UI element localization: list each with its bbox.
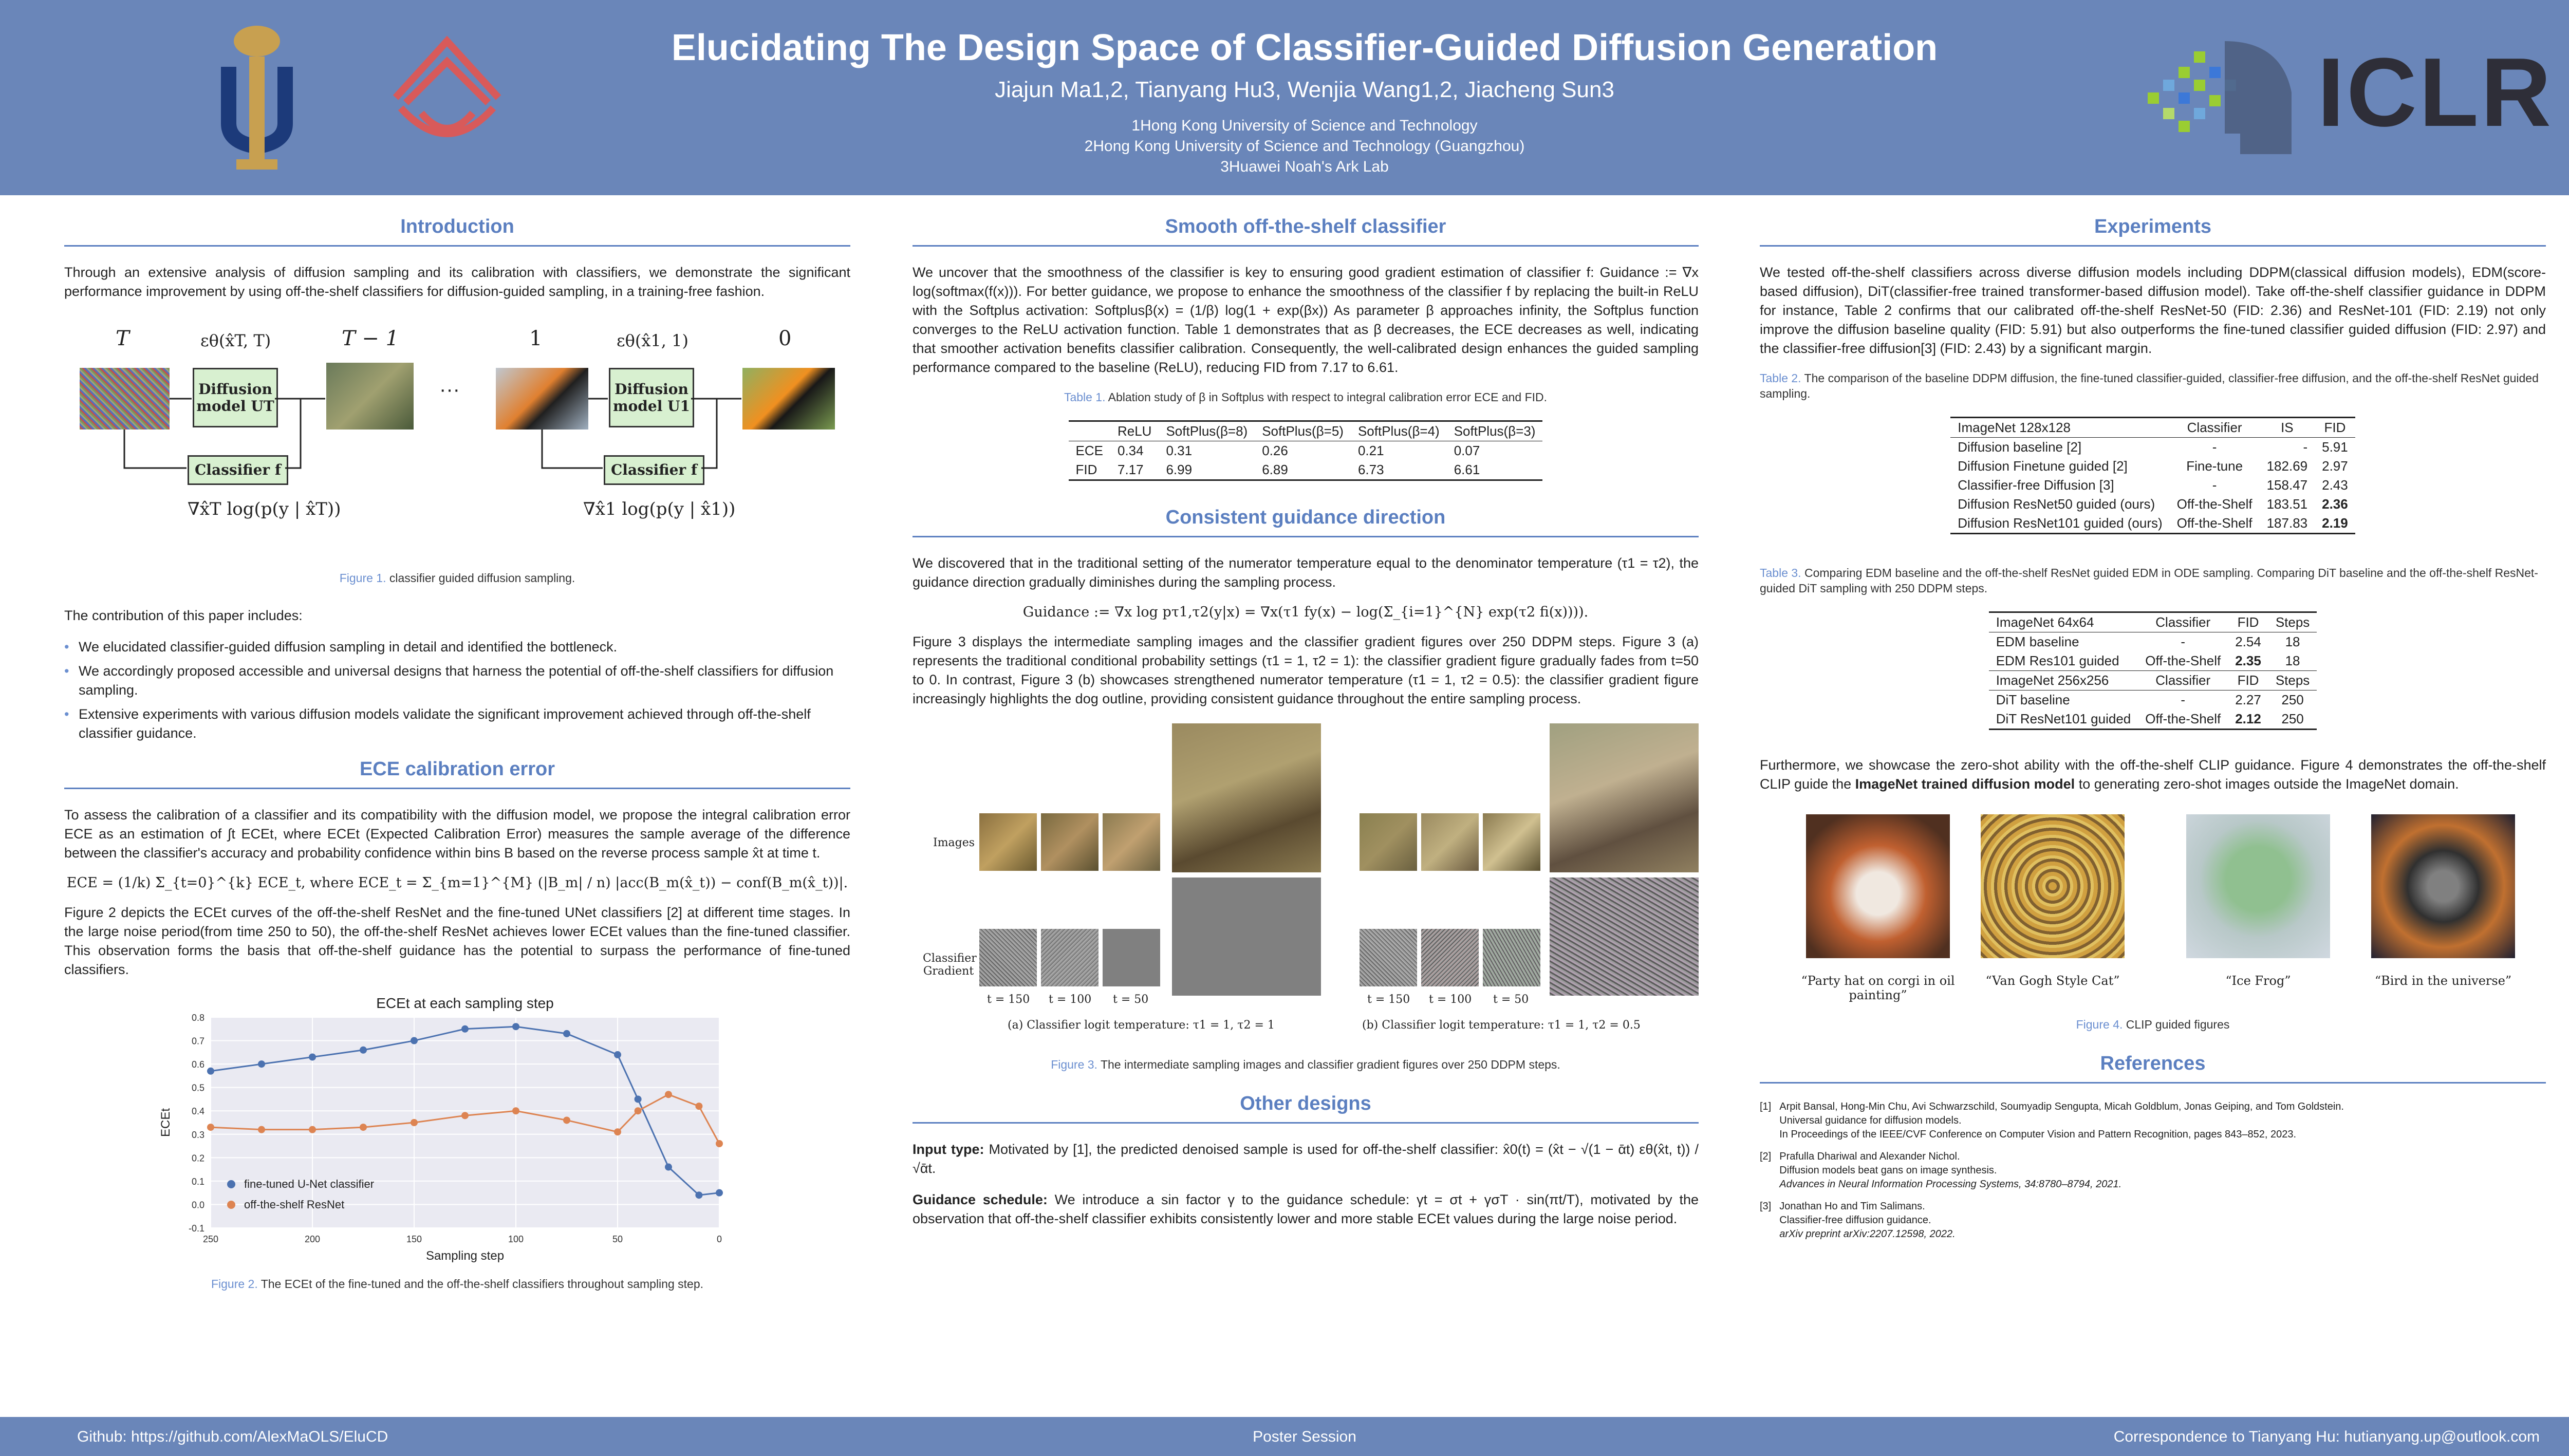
data-point xyxy=(563,1030,570,1037)
data-point xyxy=(614,1128,621,1135)
y-tick-label: 0.8 xyxy=(191,1013,204,1023)
table-cell: Off-the-Shelf xyxy=(2145,711,2221,726)
reference-item xyxy=(1760,1150,2546,1191)
table-cell: DiT baseline xyxy=(1996,692,2070,707)
input-type-label: Input type: xyxy=(913,1142,984,1157)
y-tick-label: 0.6 xyxy=(191,1059,204,1070)
data-point xyxy=(207,1124,214,1131)
data-point xyxy=(258,1126,265,1133)
x-tick-label: 0 xyxy=(716,1234,722,1244)
fig1-label-T: T xyxy=(116,327,129,350)
table-cell: 2.36 xyxy=(2322,496,2348,512)
github-link[interactable]: Github: https://github.com/AlexMaOLS/EluCD xyxy=(77,1428,388,1445)
figure-1-caption xyxy=(64,570,850,586)
schedule-paragraph xyxy=(913,1190,1699,1228)
schedule-label: Guidance schedule: xyxy=(913,1192,1048,1207)
column-middle xyxy=(913,216,1699,1241)
clip-image-corgi xyxy=(1806,814,1950,958)
data-point xyxy=(360,1124,367,1131)
table-header: ImageNet 64x64 xyxy=(1996,614,2094,630)
ref-authors: Arpit Bansal, Hong-Min Chu, Avi Schwarzschild, Soumyadip Sengupta, Micah Goldblum, Jonas Geiping, and Tom Goldstein. xyxy=(1779,1101,2344,1112)
smooth-text: We uncover that the smoothness of the classifier is key to ensuring good gradient estimation of classifier f: Guidance := ∇x log(softmax(f(x))). For better guidance, we propose to enhance the smoothness of the classifier f by replacing the built-in ReLU with the Softplus activation: Softplusβ(x) = (1/β) log(1 + exp(βx)) As parameter β approaches infinity, the Softplus function converges to the ReLU activation function. Table 1 demonstrates that as β decreases, the ECE decreases as well, indicating that smoother activation benefits classifier calibration. Consequently, the well-calibrated design enhances the guided sampling performance compared to the baseline (ReLU), reducing FID from 7.17 to 6.61. xyxy=(913,265,1699,375)
schedule-text: We introduce a sin factor γ to the guidance schedule: γt = σt + γσT · sin(πt/T), motivated by the observation that off-the-shelf classifier exhibits consistently lower and more stable ECEt values during the large noise period. xyxy=(913,1192,1699,1226)
fig1-caption-text: classifier guided diffusion sampling. xyxy=(389,571,575,585)
table-header-row xyxy=(1069,421,1543,441)
table-header xyxy=(1069,421,1110,441)
contrib-list xyxy=(64,638,850,743)
fig3b-t150: t = 150 xyxy=(1367,993,1410,1006)
data-point xyxy=(512,1107,519,1114)
data-point xyxy=(461,1025,469,1033)
table-cell: 6.99 xyxy=(1166,462,1193,477)
data-point xyxy=(563,1116,570,1124)
fig3a-t100: t = 100 xyxy=(1049,993,1092,1006)
fig3a-t50: t = 50 xyxy=(1113,993,1149,1006)
table-row xyxy=(1989,710,2317,730)
table-header-row xyxy=(1989,671,2317,690)
fig1-label-0: 0 xyxy=(778,327,792,350)
exp-text-2b: ImageNet trained diffusion model xyxy=(1855,776,2075,792)
correspondence-email[interactable]: Correspondence to Tianyang Hu: hutianyang.up@outlook.com xyxy=(2113,1428,2540,1445)
table-header: SoftPlus(β=8) xyxy=(1166,423,1248,439)
column-right xyxy=(1760,216,2546,1249)
data-point xyxy=(614,1051,621,1058)
table-cell: 2.12 xyxy=(2235,711,2261,726)
table-cell: 5.91 xyxy=(2322,439,2348,455)
table2-label: Table 2. xyxy=(1760,371,1801,385)
data-point xyxy=(207,1068,214,1075)
figure-2-caption xyxy=(64,1276,850,1292)
table-row xyxy=(1069,460,1543,480)
table-cell: 2.27 xyxy=(2235,692,2261,707)
table-cell: EDM Res101 guided xyxy=(1996,653,2119,668)
plot-background xyxy=(211,1017,719,1228)
table-row xyxy=(1989,651,2317,671)
clip-image-frog xyxy=(2186,814,2330,958)
data-point xyxy=(309,1126,316,1133)
table-cell: Diffusion baseline [2] xyxy=(1958,439,2082,455)
legend-label: fine-tuned U-Net classifier xyxy=(244,1178,375,1190)
fig2-caption-text: The ECEt of the fine-tuned and the off-the-shelf classifiers throughout sampling step. xyxy=(260,1277,704,1291)
table-cell: - xyxy=(2181,692,2186,707)
y-axis-label: ECEt xyxy=(159,1108,173,1137)
table-1-caption xyxy=(913,389,1699,405)
table-1 xyxy=(1069,420,1543,481)
table-header: SoftPlus(β=3) xyxy=(1454,423,1536,439)
fig1-box-left-label: Diffusion model UT xyxy=(196,381,274,415)
table-cell: 18 xyxy=(2285,653,2300,668)
table-cell: 2.35 xyxy=(2235,653,2261,668)
fig3a-img-final xyxy=(1172,723,1321,872)
ref-authors: Prafulla Dhariwal and Alexander Nichol. xyxy=(1779,1151,1960,1162)
table-cell: - xyxy=(2212,477,2217,493)
fig1-label-T-1: T − 1 xyxy=(342,327,399,350)
fig3-caption-text: The intermediate sampling images and classifier gradient figures over 250 DDPM steps. xyxy=(1100,1058,1560,1071)
input-type-paragraph xyxy=(913,1140,1699,1178)
fig4-label: Figure 4. xyxy=(2076,1018,2123,1031)
fig3a-grad-150 xyxy=(979,929,1037,986)
data-point xyxy=(411,1037,418,1044)
legend-label: off-the-shelf ResNet xyxy=(244,1198,345,1211)
table-row xyxy=(1989,632,2317,652)
affiliation-3: 3Huawei Noah's Ark Lab xyxy=(1220,158,1389,175)
x-tick-label: 150 xyxy=(406,1234,422,1244)
data-point xyxy=(635,1095,642,1103)
table-cell: 6.73 xyxy=(1357,462,1384,477)
table-header-row xyxy=(1950,418,2355,438)
fig3b-t100: t = 100 xyxy=(1429,993,1472,1006)
fig1-clf-left-label: Classifier f xyxy=(195,461,281,478)
fig3b-grad-150 xyxy=(1360,929,1417,986)
y-tick-label: 0.0 xyxy=(191,1200,204,1210)
table-cell: - xyxy=(2181,634,2186,649)
figure-4-caption xyxy=(1760,1017,2546,1032)
table-cell: 0.34 xyxy=(1117,443,1144,458)
table-header-row xyxy=(1989,612,2317,632)
fig3b-grad-50 xyxy=(1483,929,1540,986)
table-cell: Diffusion Finetune guided [2] xyxy=(1958,458,2128,474)
ref-title: Classifier-free diffusion guidance. xyxy=(1779,1215,1931,1226)
table-cell: 0.31 xyxy=(1166,443,1193,458)
fig3a-grad-final xyxy=(1172,878,1321,996)
poster-footer xyxy=(0,1417,2569,1456)
table-cell: 187.83 xyxy=(2266,515,2308,531)
guidance-equation: Guidance := ∇x log pτ1,τ2(y|x) = ∇x(τ1 fy(x) − log(Σ_{i=1}^{N} exp(τ2 fi(x)))). xyxy=(1022,604,1589,620)
table-row xyxy=(1950,457,2355,476)
reference-item xyxy=(1760,1100,2546,1142)
ref-venue: In Proceedings of the IEEE/CVF Conference on Computer Vision and Pattern Recognition, pages 843–852, 2023. xyxy=(1779,1129,2297,1140)
table-header: SoftPlus(β=5) xyxy=(1262,423,1344,439)
authors: Jiajun Ma1,2, Tianyang Hu3, Wenjia Wang1,2, Jiacheng Sun3 xyxy=(995,77,1614,102)
x-tick-label: 200 xyxy=(304,1234,321,1244)
data-point xyxy=(665,1091,672,1098)
table-cell: EDM baseline xyxy=(1996,634,2079,649)
figure-1 xyxy=(64,322,850,563)
clip-image-cat xyxy=(1981,814,2125,958)
table-cell: 182.69 xyxy=(2266,458,2308,474)
clip-label-bird: “Bird in the universe” xyxy=(2374,974,2512,988)
fig1-label: Figure 1. xyxy=(339,571,386,585)
table-cell: FID xyxy=(1075,462,1097,477)
data-point xyxy=(695,1191,702,1199)
fig3a-caption: (a) Classifier logit temperature: τ1 = 1, τ2 = 1 xyxy=(1008,1019,1275,1032)
reference-list xyxy=(1760,1100,2546,1241)
ece-text-2: Figure 2 depicts the ECEt curves of the off-the-shelf ResNet and the fine-tuned UNet classifiers [2] at different time stages. In the large noise period(from time 250 to 50), the off-the-shelf ResNet achieves lower ECEt values than the fine-tuned classifier. This observation forms the basis that off-the-shelf guidance has the potential to surpass the performance of fine-tuned classifiers. xyxy=(64,905,850,977)
ref-num: [2] xyxy=(1760,1151,1772,1162)
exp-text-2a: Furthermore, we showcase the zero-shot ability with the off-the-shelf CLIP guidance. Figure 4 demonstrates the off-the-shelf CLIP guide the xyxy=(1760,757,2546,792)
ref-title: Diffusion models beat gans on image synthesis. xyxy=(1779,1165,1997,1176)
data-point xyxy=(716,1189,723,1197)
data-point xyxy=(411,1119,418,1126)
table-header: Classifier xyxy=(2155,614,2211,630)
table-header: ReLU xyxy=(1117,423,1152,439)
legend-marker xyxy=(227,1201,235,1209)
table-header: FID xyxy=(2237,673,2259,688)
table1-caption-text: Ablation study of β in Softplus with respect to integral calibration error ECE and FID. xyxy=(1108,390,1548,404)
clip-label-cat: “Van Gogh Style Cat” xyxy=(1985,974,2120,988)
contrib-title: The contribution of this paper includes: xyxy=(64,608,303,623)
poster-header xyxy=(0,0,2569,195)
table-cell: 0.07 xyxy=(1454,443,1480,458)
fig3b-caption: (b) Classifier logit temperature: τ1 = 1, τ2 = 0.5 xyxy=(1362,1019,1641,1032)
ece-text-1: To assess the calibration of a classifier and its compatibility with the diffusion model, we propose the integral calibration error ECE as an estimation of ∫t ECEt, where ECEt (Expected Calibration Error) measures the sample average of the difference between the classifier's accuracy and probability confidence within bins B based on the reverse process sample x̂t at time t. xyxy=(64,807,850,861)
ref-num: [1] xyxy=(1760,1101,1772,1112)
ref-venue: arXiv preprint arXiv:2207.12598, 2022. xyxy=(1779,1228,1956,1240)
fig3b-grad-final xyxy=(1550,878,1699,996)
table-header: Classifier xyxy=(2187,420,2242,435)
other-heading: Other designs xyxy=(913,1093,1699,1124)
y-tick-label: 0.3 xyxy=(191,1129,204,1140)
table-cell: 2.54 xyxy=(2235,634,2261,649)
legend-marker xyxy=(227,1180,235,1188)
table-cell: Off-the-Shelf xyxy=(2176,496,2252,512)
iclr-pixel-head-icon xyxy=(2137,31,2302,164)
table-cell: 183.51 xyxy=(2266,496,2308,512)
table-cell: Diffusion ResNet101 guided (ours) xyxy=(1958,515,2163,531)
table-row xyxy=(1069,441,1543,461)
consistent-text-2: Figure 3 displays the intermediate sampling images and the classifier gradient figures over 250 DDPM steps. Figure 3 (a) represents the traditional conditional probability settings (τ1 = 1, τ2 = 1): the classifier gradient figure gradually fades from t=50 to 0. In contrast, Figure 3 (b) showcases strengthened numerator temperature (τ1 = 1, τ2 = 0.5): the classifier gradient figure increasingly highlights the dog outline, providing consistent guidance throughout the entire sampling process. xyxy=(913,634,1699,706)
table-cell: Fine-tune xyxy=(2186,458,2243,474)
ece-heading: ECE calibration error xyxy=(64,758,850,789)
fig1-grad-right: ∇x̂1 log(p(y | x̂1)) xyxy=(583,499,736,519)
table-cell: 6.61 xyxy=(1454,462,1480,477)
y-tick-label: 0.2 xyxy=(191,1153,204,1164)
table-header: SoftPlus(β=4) xyxy=(1357,423,1440,439)
clip-image-bird xyxy=(2371,814,2515,958)
table-header: FID xyxy=(2237,614,2259,630)
table-header: IS xyxy=(2281,420,2294,435)
table-cell: 18 xyxy=(2285,634,2300,649)
affiliation-2: 2Hong Kong University of Science and Technology (Guangzhou) xyxy=(1084,138,1525,155)
list-item: • Extensive experiments with various diffusion models validate the significant improvement achieved through off-the-shelf classifier guidance. xyxy=(64,705,850,743)
fig3a-grad-50 xyxy=(1103,929,1160,986)
table-2-caption xyxy=(1760,370,2546,401)
table-cell: DiT ResNet101 guided xyxy=(1996,711,2131,726)
ref-num: [3] xyxy=(1760,1201,1772,1212)
session-label: Poster Session xyxy=(1253,1428,1356,1445)
fig1-clf-right-label: Classifier f xyxy=(611,461,697,478)
x-tick-label: 50 xyxy=(612,1234,623,1244)
list-item: • We elucidated classifier-guided diffusion sampling in detail and identified the bottleneck. xyxy=(64,638,850,657)
fig1-arrows xyxy=(64,322,850,563)
iclr-logo: ICLR xyxy=(2317,38,2554,147)
table-cell: - xyxy=(2212,439,2217,455)
fig3-row-gradient-label: Classifier Gradient xyxy=(923,952,977,978)
fig3b-img-150 xyxy=(1360,813,1417,871)
table-cell: 6.89 xyxy=(1262,462,1288,477)
fig3a-img-150 xyxy=(979,813,1037,871)
data-point xyxy=(309,1053,316,1060)
data-point xyxy=(258,1060,265,1068)
table-cell: 2.43 xyxy=(2322,477,2348,493)
table-cell: 250 xyxy=(2281,711,2304,726)
table-header: FID xyxy=(2324,420,2346,435)
input-type-text: Motivated by [1], the predicted denoised sample is used for off-the-shelf classifier: x̂0(t) = (x̂t − √(1 − ᾱt) εθ(x̂t, t)) / √ᾱt. xyxy=(913,1142,1699,1176)
ref-authors: Jonathan Ho and Tim Salimans. xyxy=(1779,1201,1925,1212)
intro-heading: Introduction xyxy=(64,216,850,247)
list-item: • We accordingly proposed accessible and universal designs that harness the potential of off-the-shelf classifiers for diffusion sampling. xyxy=(64,662,850,700)
table3-label: Table 3. xyxy=(1760,566,1801,580)
ece-chart xyxy=(149,992,766,1269)
table-cell: Off-the-Shelf xyxy=(2176,515,2252,531)
fig1-label-1: 1 xyxy=(529,327,543,350)
ref-venue: Advances in Neural Information Processing Systems, 34:8780–8794, 2021. xyxy=(1779,1179,2122,1190)
experiments-heading: Experiments xyxy=(1760,216,2546,247)
table-header: Classifier xyxy=(2155,673,2211,688)
fig3a-img-50 xyxy=(1103,813,1160,871)
reference-item xyxy=(1760,1200,2546,1241)
fig2-label: Figure 2. xyxy=(211,1277,258,1291)
data-point xyxy=(665,1164,672,1171)
table-cell: 2.97 xyxy=(2322,458,2348,474)
table-cell: ECE xyxy=(1075,443,1103,458)
fig1-box-right-label: Diffusion model U1 xyxy=(613,381,690,415)
fig1-eps-right: εθ(x̂1, 1) xyxy=(617,331,688,350)
fig3a-img-100 xyxy=(1041,813,1099,871)
intro-text: Through an extensive analysis of diffusion sampling and its calibration with classifiers, we demonstrate the significant performance improvement by using off-the-shelf classifiers for diffusion-guided sampling, in a training-free fashion. xyxy=(64,265,850,299)
references-heading: References xyxy=(1760,1053,2546,1084)
fig3b-img-final xyxy=(1550,723,1699,872)
table-3 xyxy=(1989,611,2317,730)
table-cell: 0.21 xyxy=(1357,443,1384,458)
experiments-text-1: We tested off-the-shelf classifiers across diverse diffusion models including DDPM(classical diffusion models), EDM(score-based diffusion), DiT(classifier-free trained transformer-based diffusion model). Take off-the-shelf classifier guidance in DDPM for instance, Table 2 confirms that our calibrated off-the-shelf ResNet-50 (FID: 2.36) and ResNet-101 (FID: 2.19) not only improve the diffusion baseline quality (FID: 5.91) but also outperforms the fine-tuned classifier guided diffusion (FID: 2.97) and the classifier-free diffusion[3] (FID: 2.43) by a significant margin. xyxy=(1760,265,2546,356)
y-tick-label: 0.7 xyxy=(191,1036,204,1047)
table-row xyxy=(1950,495,2355,514)
table-header: Steps xyxy=(2275,614,2310,630)
y-tick-label: 0.5 xyxy=(191,1082,204,1093)
y-tick-label: 0.1 xyxy=(191,1176,204,1187)
fig1-grad-left: ∇x̂T log(p(y | x̂T)) xyxy=(188,499,341,519)
table-row xyxy=(1950,476,2355,495)
y-tick-label: 0.4 xyxy=(191,1106,204,1117)
table-cell: Diffusion ResNet50 guided (ours) xyxy=(1958,496,2155,512)
table-header: ImageNet 256x256 xyxy=(1996,673,2109,688)
table-cell: Classifier-free Diffusion [3] xyxy=(1958,477,2114,493)
x-tick-label: 250 xyxy=(202,1234,219,1244)
table-row xyxy=(1989,690,2317,710)
x-tick-label: 100 xyxy=(508,1234,524,1244)
poster-title: Elucidating The Design Space of Classifier-Guided Diffusion Generation xyxy=(671,27,1938,68)
consistent-text-1: We discovered that in the traditional setting of the numerator temperature equal to the denominator temperature (τ1 = τ2), the guidance direction gradually diminishes during the sampling process. xyxy=(913,555,1699,590)
fig4-caption-text: CLIP guided figures xyxy=(2126,1018,2230,1031)
experiments-text-2 xyxy=(1760,756,2546,794)
fig3-label: Figure 3. xyxy=(1051,1058,1097,1071)
table3-caption-text: Comparing EDM baseline and the off-the-shelf ResNet guided EDM in ODE sampling. Comparing DiT baseline and the off-the-shelf ResNet-guided DiT sampling with 250 DDPM steps. xyxy=(1760,566,2538,595)
fig3b-t50: t = 50 xyxy=(1493,993,1529,1006)
fig3b-img-50 xyxy=(1483,813,1540,871)
figure-4 xyxy=(1760,814,2546,1010)
figure-3 xyxy=(913,721,1699,1050)
table-3-caption xyxy=(1760,565,2546,596)
table-cell: 2.19 xyxy=(2322,515,2348,531)
table-cell: Off-the-Shelf xyxy=(2145,653,2221,668)
ref-title: Universal guidance for diffusion models. xyxy=(1779,1115,1962,1126)
x-axis-label: Sampling step xyxy=(425,1249,505,1263)
table-row xyxy=(1950,438,2355,457)
data-point xyxy=(461,1112,469,1119)
table2-caption-text: The comparison of the baseline DDPM diffusion, the fine-tuned classifier-guided, classifier-free diffusion, and the off-the-shelf ResNet guided sampling. xyxy=(1760,371,2539,400)
figure-3-caption xyxy=(913,1057,1699,1072)
column-left xyxy=(64,216,850,1307)
table-cell: 7.17 xyxy=(1117,462,1144,477)
data-point xyxy=(716,1140,723,1147)
chart-title: ECEt at each sampling step xyxy=(376,995,554,1011)
consistent-heading: Consistent guidance direction xyxy=(913,507,1699,537)
table-cell: 0.26 xyxy=(1262,443,1288,458)
table-header: Steps xyxy=(2275,673,2310,688)
clip-label-frog: “Ice Frog” xyxy=(2225,974,2291,988)
data-point xyxy=(635,1107,642,1114)
fig3-row-images-label: Images xyxy=(933,836,975,849)
affiliation-1: 1Hong Kong University of Science and Technology xyxy=(1131,117,1478,134)
fig1-eps-left: εθ(x̂T, T) xyxy=(200,331,271,350)
fig3a-t150: t = 150 xyxy=(987,993,1030,1006)
ece-equation: ECE = (1/k) Σ_{t=0}^{k} ECE_t, where ECE_t = Σ_{m=1}^{M} (|B_m| / n) |acc(B_m(x̂_t)) − conf(B_m(x̂_t))|. xyxy=(66,875,848,891)
smooth-heading: Smooth off-the-shelf classifier xyxy=(913,216,1699,247)
table-cell: 158.47 xyxy=(2266,477,2308,493)
clip-label-corgi: “Party hat on corgi in oil painting” xyxy=(1801,974,1955,1002)
exp-text-2c: to generating zero-shot images outside the ImageNet domain. xyxy=(2075,776,2459,792)
table1-label: Table 1. xyxy=(1064,390,1106,404)
fig3a-grad-100 xyxy=(1041,929,1099,986)
table-row xyxy=(1950,514,2355,534)
y-tick-label: -0.1 xyxy=(188,1223,204,1234)
table-cell: 250 xyxy=(2281,692,2304,707)
data-point xyxy=(360,1047,367,1054)
data-point xyxy=(512,1023,519,1030)
data-point xyxy=(695,1103,702,1110)
table-header: ImageNet 128x128 xyxy=(1958,420,2071,435)
fig1-dots: ··· xyxy=(439,378,460,401)
table-2 xyxy=(1950,417,2355,534)
fig3b-grad-100 xyxy=(1421,929,1479,986)
fig3b-img-100 xyxy=(1421,813,1479,871)
table-cell: - xyxy=(2303,439,2308,455)
